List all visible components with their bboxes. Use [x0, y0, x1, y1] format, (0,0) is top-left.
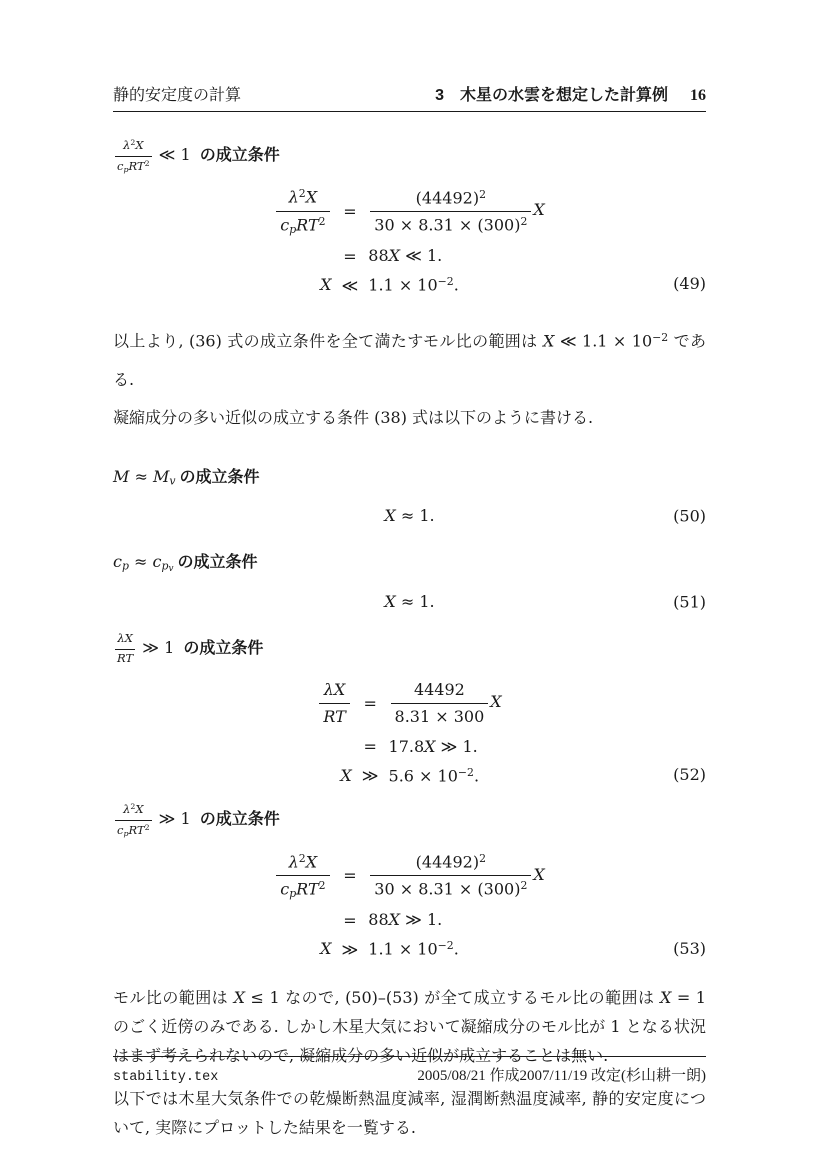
heading-condition-51	[113, 552, 706, 575]
equation-block-52	[113, 679, 706, 786]
relation-symbol: =	[343, 202, 357, 222]
footer-revision-date: 2005/08/21 作成2007/11/19 改定(杉山耕一朗)	[417, 1068, 706, 1084]
fraction: $\frac{(44492)^2}{30 \times 8.31 \times (300)^2}$	[370, 187, 531, 237]
paragraph-conclusion-36	[113, 319, 706, 436]
footer-filename: stability.tex	[113, 1070, 219, 1085]
equation-number-51: (51)	[673, 592, 706, 612]
heading-label: の成立条件	[183, 640, 264, 658]
equation-line: X ≈ 1.	[384, 592, 435, 612]
fraction: $\frac{\lambda^2X}{c_pRT^2}$	[117, 802, 150, 838]
heading-math: ≪ 1	[153, 144, 196, 164]
equation-grid: $\frac{\lambda X}{RT}$ = $\frac{44492}{8.31 \times 300}$ X = 17.8X ≫ 1. X ≫ $5.6 \times 10^{-2}$.	[317, 679, 501, 786]
equation-number-53: (53)	[673, 938, 706, 958]
relation-symbol: =	[343, 910, 357, 930]
page-number: 16	[690, 87, 706, 104]
running-head-right	[435, 82, 706, 105]
heading-condition-50	[113, 467, 706, 488]
running-head-section: 3 木星の水雲を想定した計算例	[435, 87, 668, 104]
equation-number-52: (52)	[673, 765, 706, 785]
relation-symbol: =	[343, 246, 357, 266]
fraction: $\frac{\lambda X}{RT}$	[319, 679, 349, 728]
heading-math: $c_p \approx c_{pv}$	[113, 551, 174, 574]
paragraph-molar-range: モル比の範囲は X ≤ 1 なので, (50)–(53) が全て成立するモル比の範囲は X = 1 のごく近傍のみである. しかし木星大気において凝縮成分のモル比が 1 となる状況はまず考えられないので, 凝縮成分の多い近似が成立することは無い.	[113, 987, 706, 1065]
heading-math: ≫ 1	[153, 809, 196, 829]
heading-condition-49	[113, 138, 706, 174]
equation-line: X ≈ 1.	[384, 505, 435, 525]
equation-block-49	[113, 186, 706, 295]
relation-symbol: =	[363, 693, 377, 713]
equation-block-51	[113, 592, 706, 612]
fraction: $\frac{(44492)^2}{30 \times 8.31 \times (300)^2}$	[370, 851, 531, 901]
heading-condition-52	[113, 632, 706, 667]
heading-label: の成立条件	[179, 468, 260, 486]
fraction: $\frac{44492}{8.31 \times 300}$	[391, 679, 489, 728]
fraction: $\frac{\lambda^2X}{c_pRT^2}$	[276, 851, 329, 902]
equation-block-50	[113, 506, 706, 526]
heading-math: ≫ 1	[137, 638, 180, 658]
heading-condition-53	[113, 802, 706, 838]
equation-number-50: (50)	[673, 506, 706, 526]
equation-number-49: (49)	[673, 274, 706, 294]
fraction: $\frac{\lambda^2X}{c_pRT^2}$	[117, 137, 150, 174]
paragraph-plot-intro: 以下では木星大気条件での乾燥断熱温度減率, 湿潤断熱温度減率, 静的安定度について, 実際にプロットした結果を一覧する.	[113, 1088, 706, 1137]
heading-label: の成立条件	[199, 146, 280, 164]
heading-label: の成立条件	[177, 553, 258, 571]
relation-symbol: =	[343, 866, 357, 886]
relation-symbol: =	[363, 737, 377, 757]
heading-math: $M \approx M_v$	[113, 466, 176, 488]
paragraph-line: 凝縮成分の多い近似の成立する条件 (38) 式は以下のように書ける.	[113, 407, 594, 427]
heading-label: の成立条件	[199, 811, 280, 829]
equation-grid: $\frac{\lambda^2X}{c_pRT^2}$ = $\frac{(44492)^2}{30 \times 8.31 \times (300)^2}$ X = 88X ≪ 1. X ≪ $1.1 \times 10^{-2}$.	[274, 186, 545, 295]
relation-symbol: ≪	[341, 275, 359, 295]
relation-symbol: ≫	[341, 939, 359, 959]
page-header	[113, 82, 706, 112]
equation-block-53	[113, 851, 706, 960]
relation-symbol: ≫	[361, 766, 379, 786]
paragraph-line: 以上より, (36) 式の成立条件を全て満たすモル比の範囲は X ≪ $1.1 \times 10^{-2}$ である.	[113, 331, 706, 389]
fraction: $\frac{\lambda X}{RT}$	[117, 631, 134, 665]
equation-grid: $\frac{\lambda^2X}{c_pRT^2}$ = $\frac{(44492)^2}{30 \times 8.31 \times (300)^2}$ X = 88X ≫ 1. X ≫ $1.1 \times 10^{-2}$.	[274, 851, 545, 960]
running-head-left: 静的安定度の計算	[113, 87, 242, 104]
fraction: $\frac{\lambda^2X}{c_pRT^2}$	[276, 186, 329, 237]
page-footer	[113, 1056, 706, 1085]
